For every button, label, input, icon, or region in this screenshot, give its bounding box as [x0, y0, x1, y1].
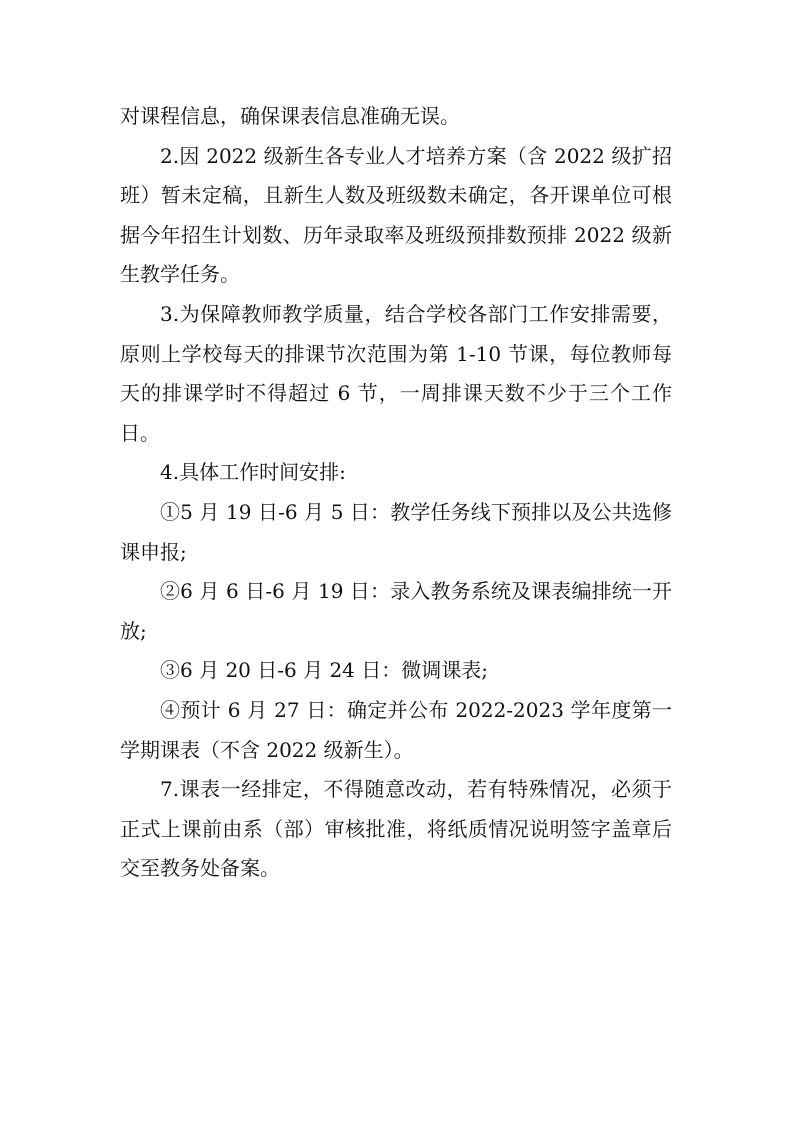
- paragraph-item-4: 4.具体工作时间安排:: [160, 460, 346, 485]
- schedule-item-4: ④预计 6 月 27 日：确定并公布 2022-2023 学年度第一学期课表（不含 2022 级新生）。: [120, 697, 672, 762]
- paragraph-item-2: 2.因 2022 级新生各专业人才培养方案（含 2022 级扩招班）暂未定稿，且新生人数及班级数未确定，各开课单位可根据今年招生计划数、历年录取率及班级预排数预排 2022 级新生教学任务。: [120, 143, 672, 287]
- paragraph-continuation: 对课程信息，确保课表信息准确无误。: [120, 104, 460, 128]
- paragraph-item-3: 3.为保障教师教学质量，结合学校各部门工作安排需要，原则上学校每天的排课节次范围为第 1-10 节课，每位教师每天的排课学时不得超过 6 节，一周排课天数不少于三个工作日。: [120, 301, 672, 445]
- paragraph-item-7: 7.课表一经排定，不得随意改动，若有特殊情况，必须于正式上课前由系（部）审核批准，将纸质情况说明签字盖章后交至教务处备案。: [120, 777, 672, 881]
- schedule-item-1: ①5 月 19 日-6 月 5 日：教学任务线下预排以及公共选修课申报;: [120, 499, 672, 564]
- schedule-item-2: ②6 月 6 日-6 月 19 日：录入教务系统及课表编排统一开放;: [120, 579, 672, 643]
- document-body: [120, 97, 672, 889]
- schedule-item-3: ③6 月 20 日-6 月 24 日：微调课表;: [160, 658, 488, 683]
